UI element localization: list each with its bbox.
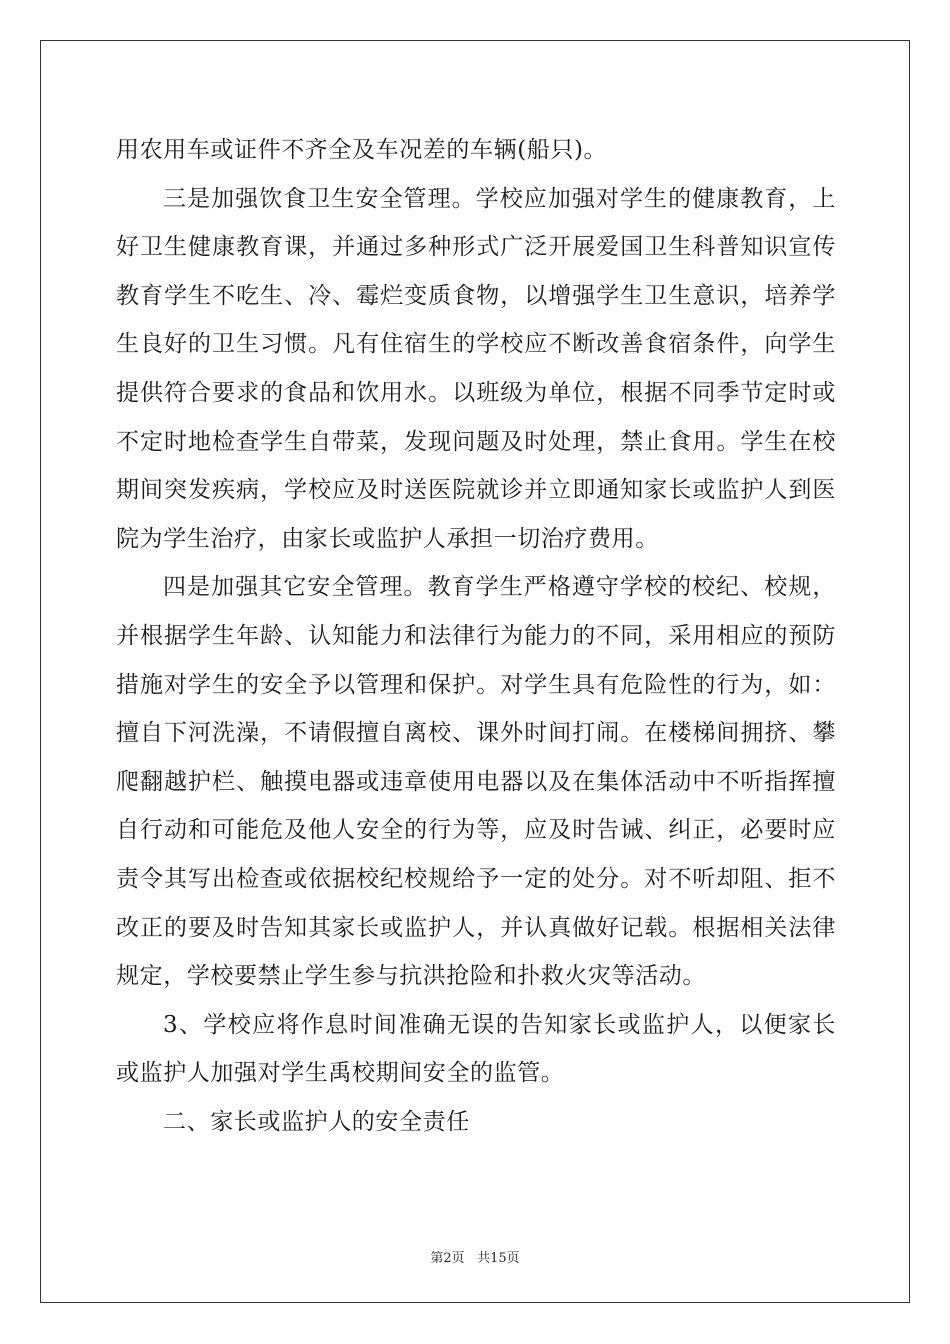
paragraph: 四是加强其它安全管理。教育学生严格遵守学校的校纪、校规，并根据学生年龄、认知能力和法律行为能力的不同，采用相应的预防措施对学生的安全予以管理和保护。对学生具有危险性的行为，如：擅自下河洗澡，不请假擅自离校、课外时间打闹。在楼梯间拥挤、攀爬翻越护栏、触摸电器或违章使用电器以及在集体活动中不听指挥擅自行动和可能危及他人安全的行为等，应及时告诫、纠正，必要时应责令其写出检查或依据校纪校规给予一定的处分。对不听却阻、拒不改正的要及时告知其家长或监护人，并认真做好记载。根据相关法律规定，学校要禁止学生参与抗洪抢险和扑救火灾等活动。 (116, 574, 836, 990)
page-footer (0, 1247, 950, 1266)
page-number: 第2页 (430, 1251, 465, 1266)
page-total: 共15页 (477, 1251, 520, 1266)
paragraph: 三是加强饮食卫生安全管理。学校应加强对学生的健康教育，上好卫生健康教育课，并通过多种形式广泛开展爱国卫生科普知识宣传教育学生不吃生、冷、霉烂变质食物，以增强学生卫生意识，培养学生良好的卫生习惯。凡有住宿生的学校应不断改善食宿条件，向学生提供符合要求的食品和饮用水。以班级为单位，根据不同季节定时或不定时地检查学生自带菜，发现问题及时处理，禁止食用。学生在校期间突发疾病，学校应及时送医院就诊并立即通知家长或监护人到医院为学生治疗，由家长或监护人承担一切治疗费用。 (116, 185, 836, 552)
paragraph: 用农用车或证件不齐全及车况差的车辆(船只)。 (116, 137, 608, 163)
paragraph: 3、学校应将作息时间准确无误的告知家长或监护人，以便家长或监护人加强对学生禹校期间安全的监管。 (116, 1011, 836, 1087)
document-body (116, 126, 836, 1146)
paragraph: 二、家长或监护人的安全责任 (163, 1108, 470, 1135)
